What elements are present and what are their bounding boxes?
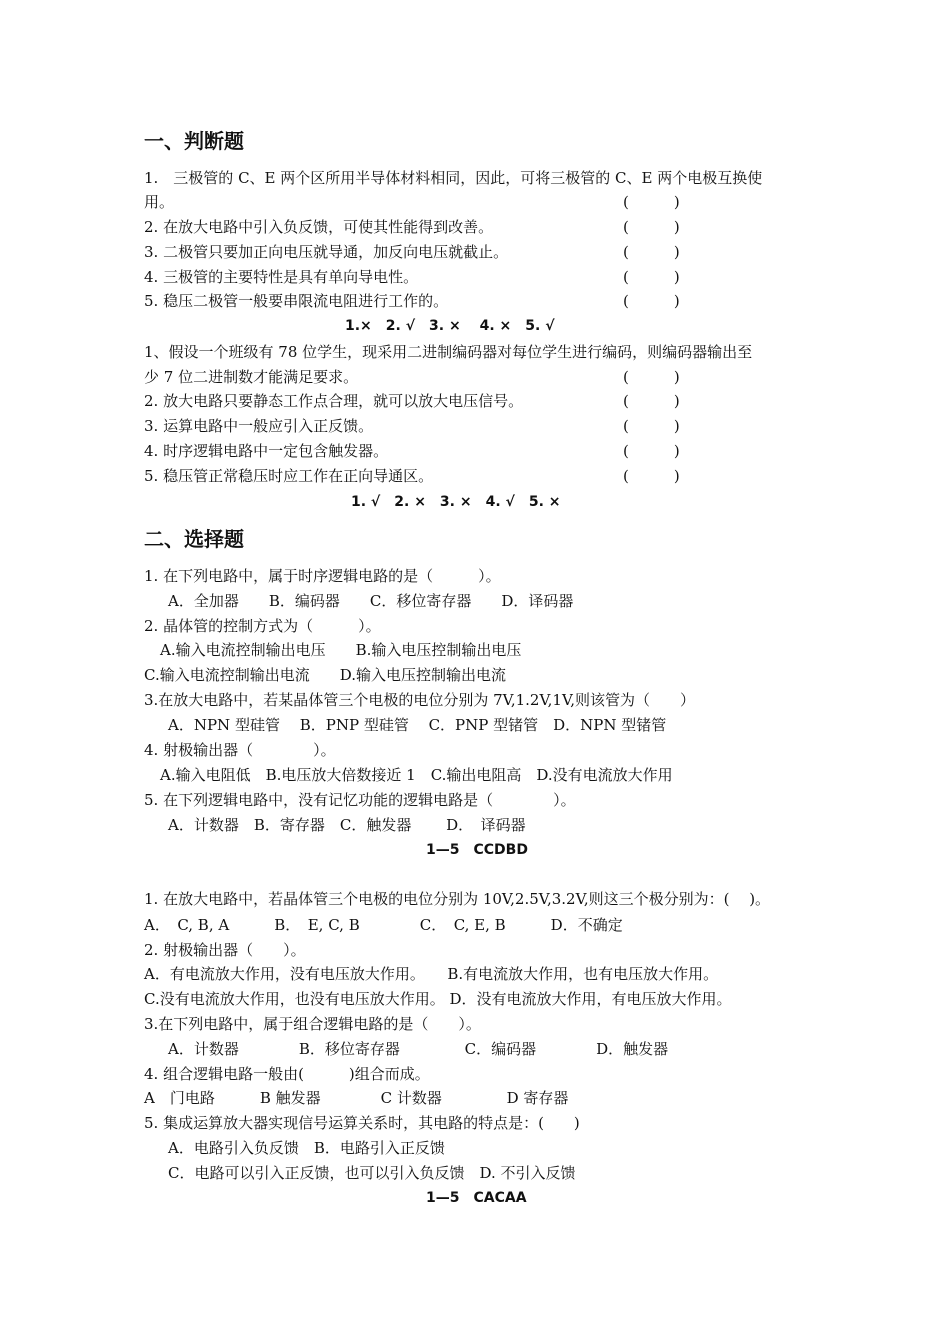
answer-blank: ( )	[623, 268, 680, 286]
answer-blank: ( )	[623, 467, 680, 485]
choice-q1: 1. 在下列电路中，属于时序逻辑电路的是（ ）。	[144, 567, 501, 585]
choice-set2-q2-options-2: C.没有电流放大作用，也没有电压放大作用。 D．没有电流放大作用，有电压放大作用。	[144, 990, 732, 1008]
choice-q5: 5. 在下列逻辑电路中，没有记忆功能的逻辑电路是（ ）。	[144, 791, 576, 809]
choice-set2-q3-options: A．计数器 B．移位寄存器 C．编码器 D．触发器	[168, 1040, 669, 1058]
answer-blank: ( )	[623, 417, 680, 435]
choice-q3-options: A．NPN 型硅管 B．PNP 型硅管 C．PNP 型锗管 D．NPN 型锗管	[168, 716, 667, 734]
choice-answers-1: 1—5 CCDBD	[426, 842, 528, 858]
choice-answers-2: 1—5 CACAA	[426, 1190, 527, 1206]
judgment-answers-1: 1.× 2. √ 3. × 4. × 5. √	[345, 318, 555, 334]
choice-set2-q4: 4. 组合逻辑电路一般由( )组合而成。	[144, 1065, 430, 1083]
choice-q1-options: A．全加器 B．编码器 C．移位寄存器 D．译码器	[168, 592, 574, 610]
choice-set2-q1: 1. 在放大电路中，若晶体管三个电极的电位分别为 10V,2.5V,3.2V,则这三个极分别为：( )。	[144, 890, 771, 908]
judgment-set2-q1-line2: 少 7 位二进制数才能满足要求。	[144, 368, 359, 386]
answer-blank: ( )	[623, 292, 680, 310]
judgment-set2-q3: 3. 运算电路中一般应引入正反馈。	[144, 417, 374, 435]
choice-q2-options-2: C.输入电流控制输出电流 D.输入电压控制输出电流	[144, 666, 506, 684]
choice-q2: 2. 晶体管的控制方式为（ ）。	[144, 617, 381, 635]
judgment-set2-q2: 2. 放大电路只要静态工作点合理，就可以放大电压信号。	[144, 392, 524, 410]
answer-blank: ( )	[623, 243, 680, 261]
choice-set2-q2: 2. 射极输出器（ ）。	[144, 941, 306, 959]
section-heading-judgment: 一、判断题	[144, 129, 244, 153]
judgment-set2-q4: 4. 时序逻辑电路中一定包含触发器。	[144, 442, 389, 460]
choice-q3: 3.在放大电路中，若某晶体管三个电极的电位分别为 7V,1.2V,1V,则该管为（ ）	[144, 691, 695, 709]
answer-blank: ( )	[623, 392, 680, 410]
judgment-q1-line2: 用。	[144, 193, 175, 211]
judgment-set2-q1-line1: 1、假设一个班级有 78 位学生，现采用二进制编码器对每位学生进行编码，则编码器输出至	[144, 343, 753, 361]
judgment-q1-line1: 1. 三极管的 C、E 两个区所用半导体材料相同，因此，可将三极管的 C、E 两个电极互换使	[144, 169, 763, 187]
choice-set2-q5-options-1: A．电路引入负反馈 B．电路引入正反馈	[168, 1139, 445, 1157]
choice-set2-q2-options-1: A．有电流放大作用，没有电压放大作用。 B.有电流放大作用，也有电压放大作用。	[144, 965, 719, 983]
choice-q4-options: A.输入电阻低 B.电压放大倍数接近 1 C.输出电阻高 D.没有电流放大作用	[160, 766, 673, 784]
judgment-set2-q5: 5. 稳压管正常稳压时应工作在正向导通区。	[144, 467, 434, 485]
choice-q4: 4. 射极输出器（ ）。	[144, 741, 336, 759]
choice-set2-q5-options-2: C．电路可以引入正反馈，也可以引入负反馈 D. 不引入反馈	[168, 1164, 576, 1182]
choice-q2-options-1: A.输入电流控制输出电压 B.输入电压控制输出电压	[160, 641, 522, 659]
answer-blank: ( )	[623, 218, 680, 236]
judgment-answers-2: 1. √ 2. × 3. × 4. √ 5. ×	[351, 494, 561, 510]
judgment-q2: 2. 在放大电路中引入负反馈，可使其性能得到改善。	[144, 218, 494, 236]
choice-set2-q1-options: A． C, B, A B． E, C, B C． C, E, B D．不确定	[144, 916, 623, 934]
judgment-q5: 5. 稳压二极管一般要串限流电阻进行工作的。	[144, 292, 449, 310]
answer-blank: ( )	[623, 368, 680, 386]
judgment-q3: 3. 二极管只要加正向电压就导通，加反向电压就截止。	[144, 243, 509, 261]
choice-q5-options: A．计数器 B．寄存器 C．触发器 D． 译码器	[168, 816, 526, 834]
answer-blank: ( )	[623, 193, 680, 211]
choice-set2-q3: 3.在下列电路中，属于组合逻辑电路的是（ ）。	[144, 1015, 481, 1033]
choice-set2-q5: 5. 集成运算放大器实现信号运算关系时，其电路的特点是：( )	[144, 1114, 580, 1132]
section-heading-choice: 二、选择题	[144, 527, 244, 551]
judgment-q4: 4. 三极管的主要特性是具有单向导电性。	[144, 268, 419, 286]
answer-blank: ( )	[623, 442, 680, 460]
choice-set2-q4-options: A 门电路 B 触发器 C 计数器 D 寄存器	[144, 1089, 569, 1107]
